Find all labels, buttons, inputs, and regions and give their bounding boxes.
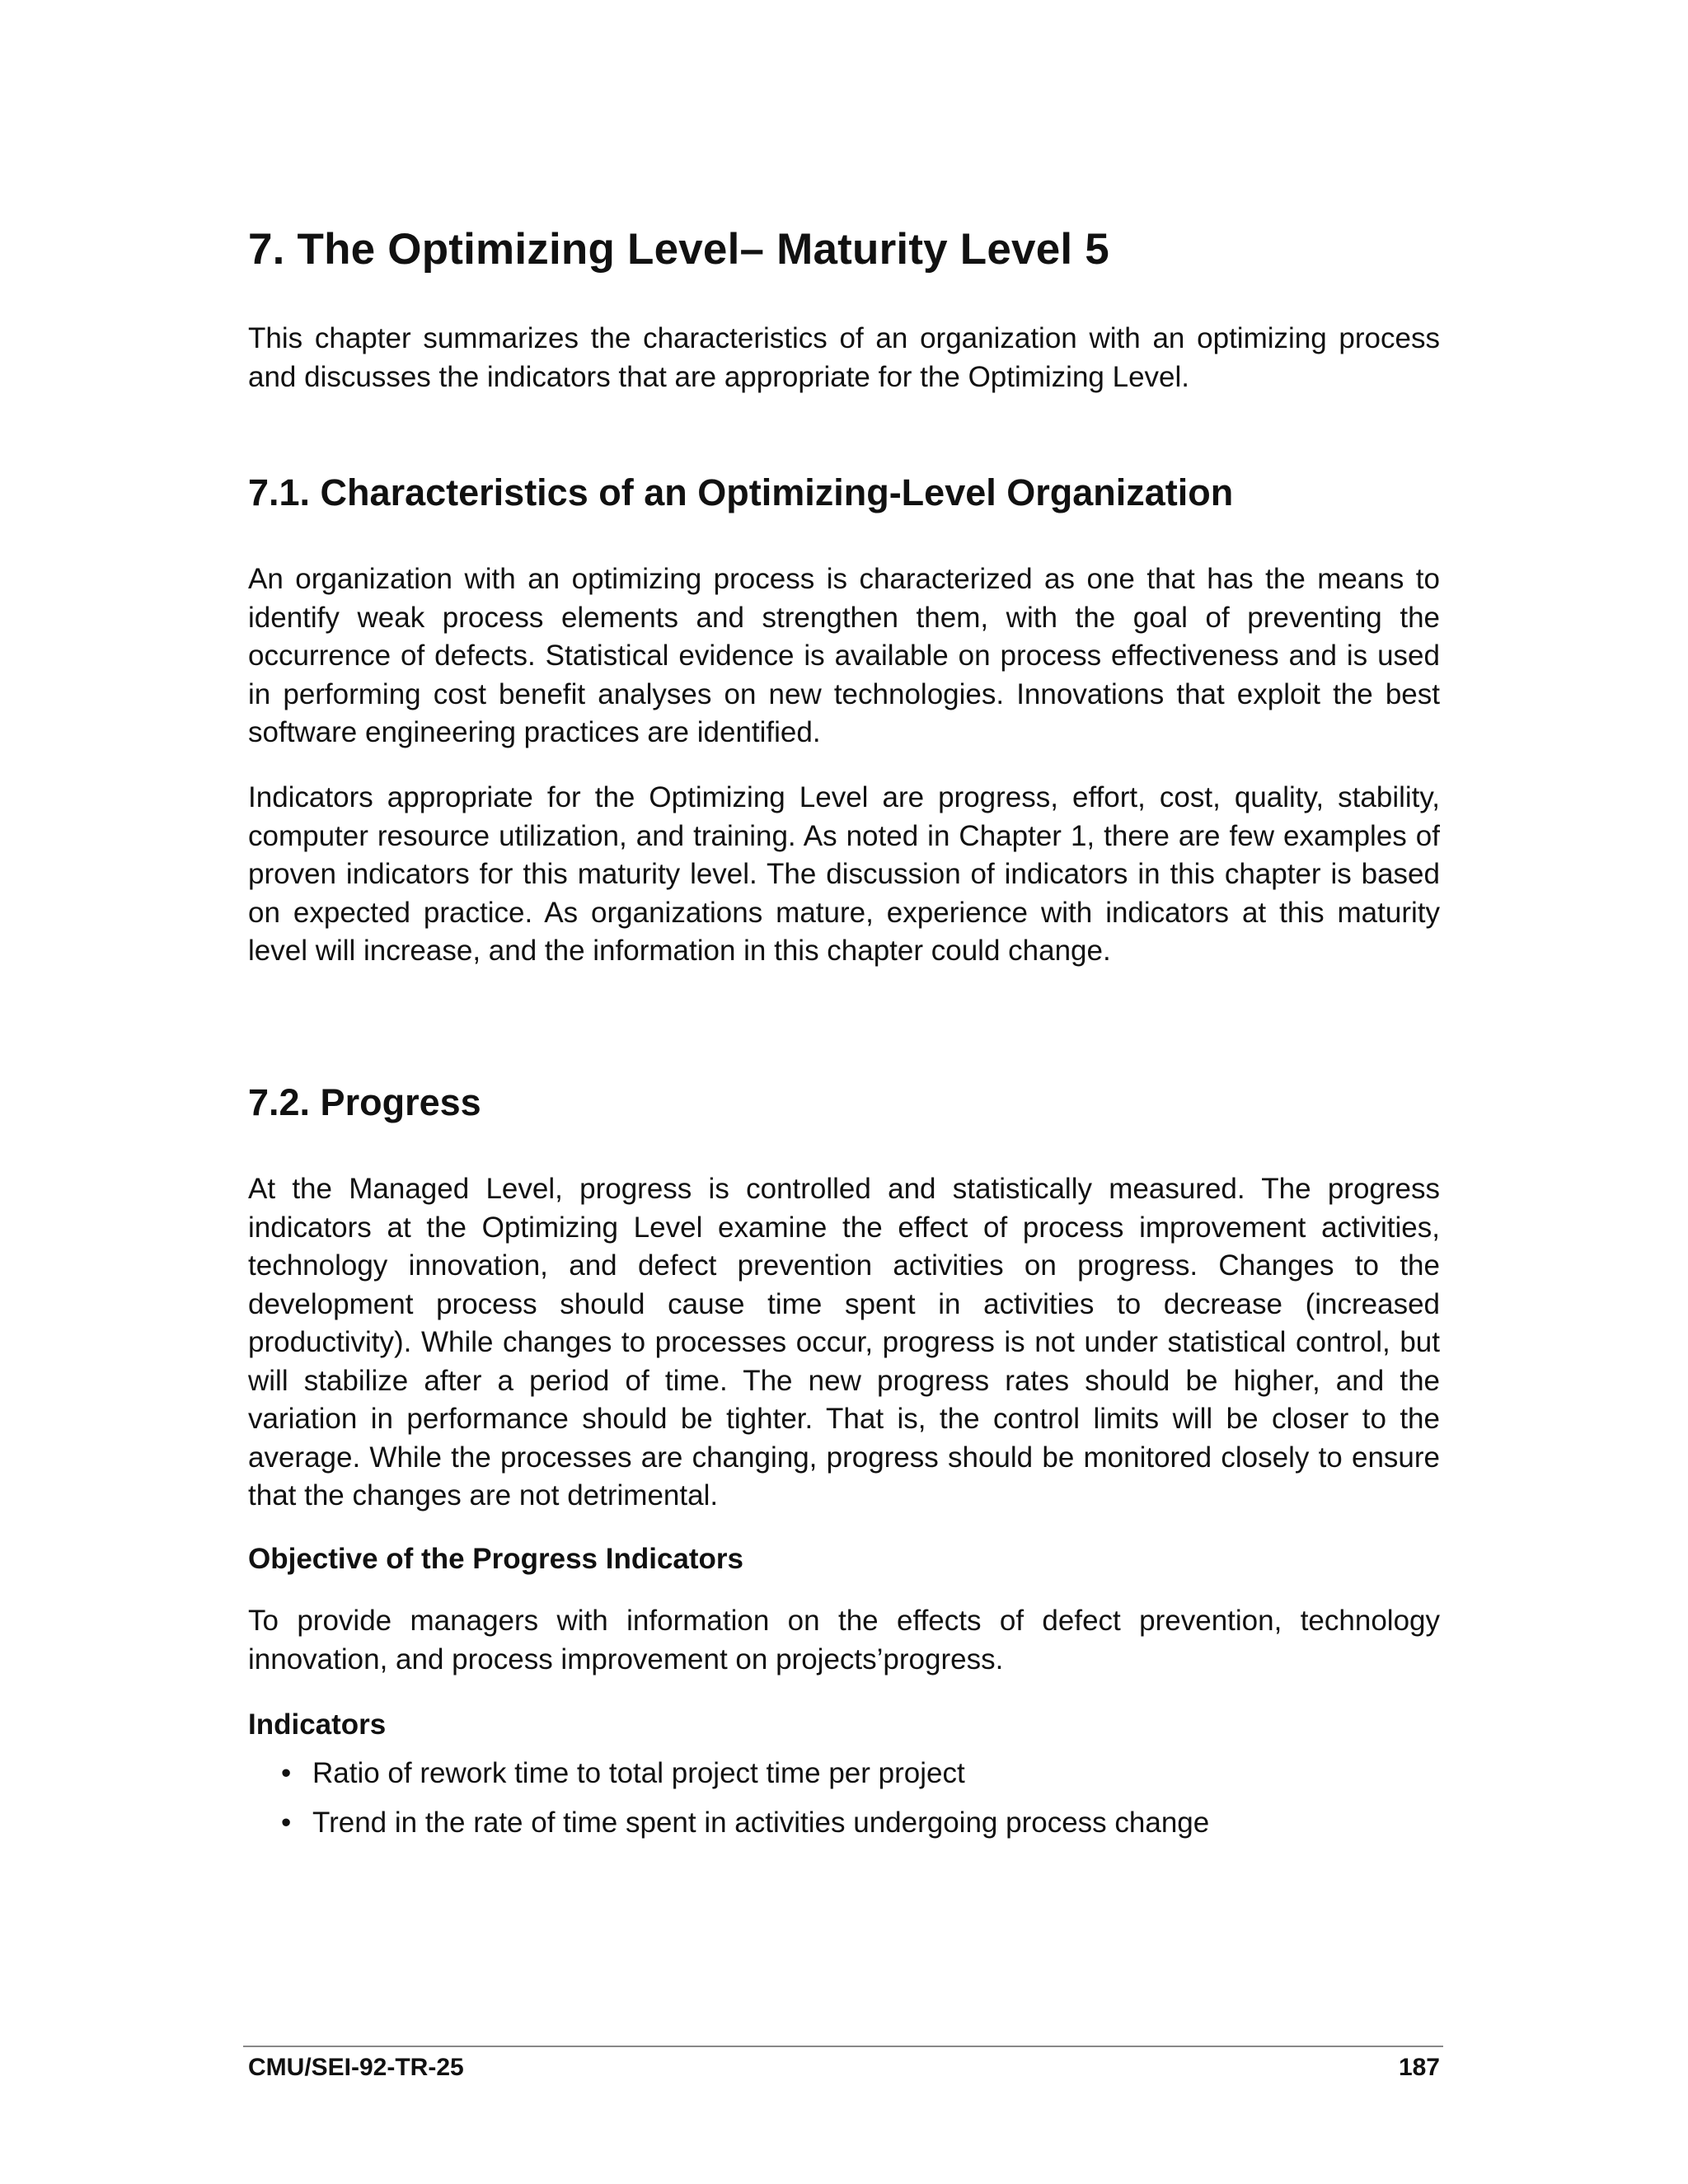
indicators-list [281, 1757, 1209, 1856]
indicator-text: Trend in the rate of time spent in activities undergoing process change [312, 1807, 1210, 1839]
document-page [248, 0, 1440, 2184]
chapter-title: 7. The Optimizing Level– Maturity Level 5 [248, 225, 1109, 274]
indicators-heading: Indicators [248, 1708, 387, 1741]
list-item [281, 1807, 1209, 1856]
section-7-1-paragraph-1: An organization with an optimizing process is characterized as one that has the means to identify weak process elements and strengthen them, with the goal of preventing the occurrence of defects. Statistical evidence is available on process effectiveness and is used in performing cost benefit analyses on new technologies. Innovations that exploit the best software engineering practices are identified. [248, 563, 1440, 748]
list-item [281, 1757, 1209, 1807]
indicator-text: Ratio of rework time to total project time per project [312, 1757, 965, 1789]
objective-heading: Objective of the Progress Indicators [248, 1543, 743, 1575]
section-7-2-title: 7.2. Progress [248, 1081, 481, 1123]
footer-report-id: CMU/SEI-92-TR-25 [248, 2054, 464, 2081]
section-7-1-paragraph-2: Indicators appropriate for the Optimizing Level are progress, effort, cost, quality, stability, computer resource utilization, and training. As noted in Chapter 1, there are few examples of proven indicators for this maturity level. The discussion of indicators in this chapter is based on expected practice. As organizations mature, experience with indicators at this maturity level will increase, and the information in this chapter could change. [248, 781, 1440, 967]
footer-page-number: 187 [1398, 2054, 1440, 2081]
section-7-1-title: 7.1. Characteristics of an Optimizing-Level Organization [248, 471, 1234, 513]
footer-divider [243, 2046, 1443, 2047]
bullet-icon: • [281, 1757, 292, 1789]
objective-text: To provide managers with information on the effects of defect prevention, technology innovation, and process improvement on projects’progress. [248, 1605, 1440, 1675]
section-7-2-paragraph: At the Managed Level, progress is controlled and statistically measured. The progress indicators at the Optimizing Level examine the effect of process improvement activities, technology innovation, and defect prevention activities on progress. Changes to the development process should cause time spent in activities to decrease (increased productivity). While changes to processes occur, progress is not under statistical control, but will stabilize after a period of time. The new progress rates should be higher, and the variation in performance should be tighter. That is, the control limits will be closer to the average. While the processes are changing, progress should be monitored closely to ensure that the changes are not detrimental. [248, 1173, 1440, 1511]
bullet-icon: • [281, 1807, 292, 1839]
chapter-intro: This chapter summarizes the characteristics of an organization with an optimizing process and discusses the indicators that are appropriate for the Optimizing Level. [248, 322, 1440, 393]
